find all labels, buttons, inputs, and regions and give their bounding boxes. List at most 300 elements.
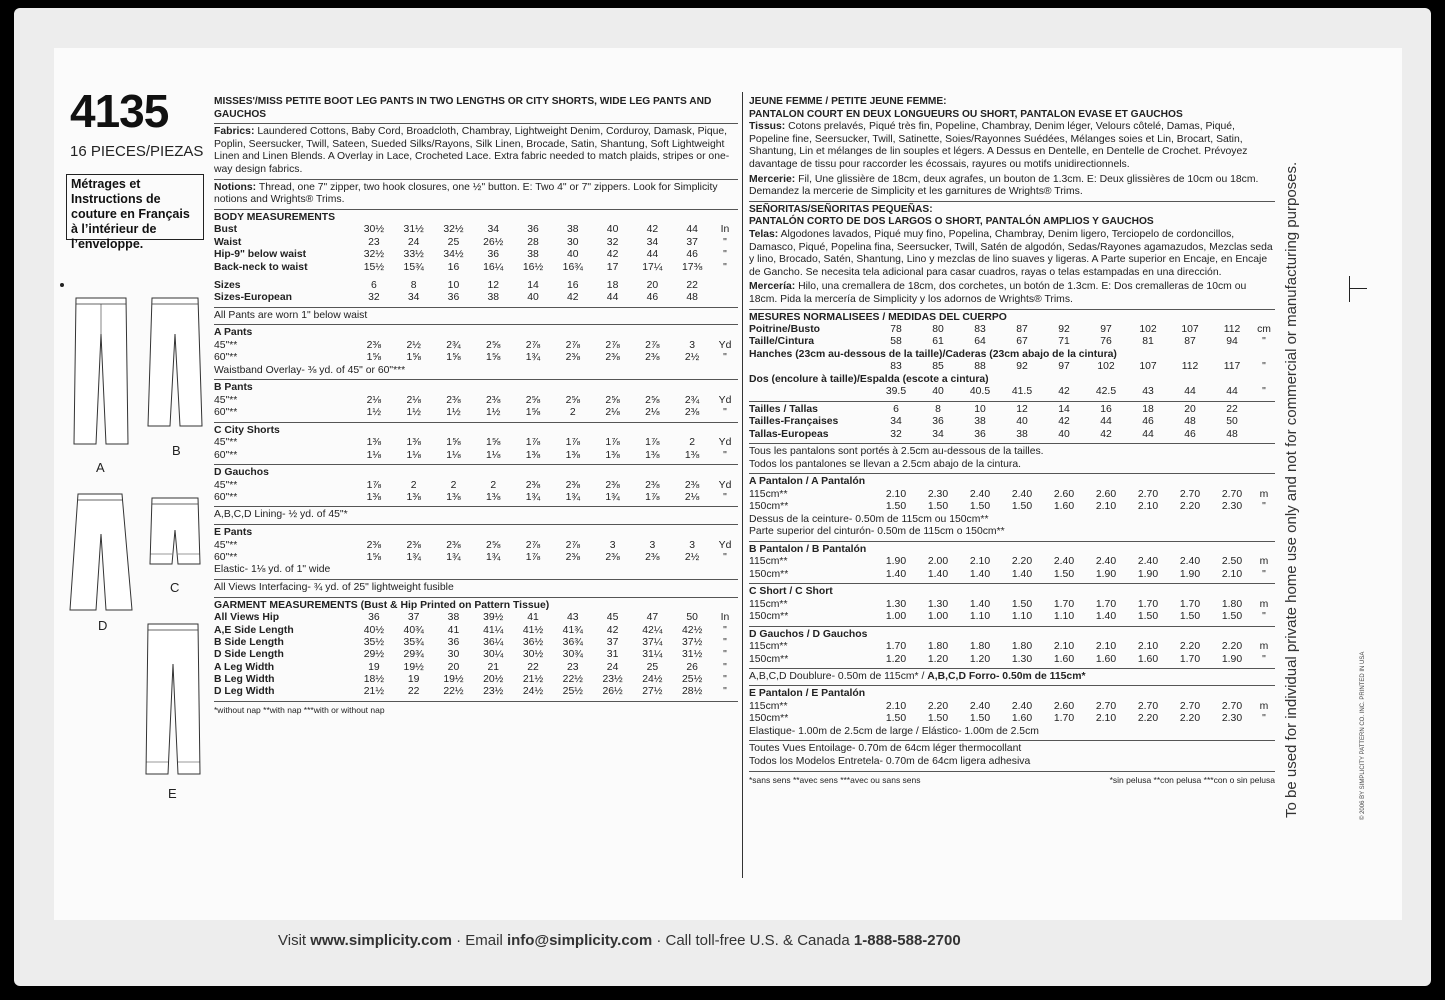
table-cell: 42	[646, 224, 659, 236]
table-cell: 1.60	[1011, 713, 1033, 725]
table-cell: 1.10	[1011, 611, 1033, 623]
table-row	[214, 625, 738, 637]
table-row	[214, 612, 738, 624]
table-cell: 42	[1058, 386, 1070, 398]
table-cell: 39½	[483, 612, 504, 624]
table-cell: 2.50	[1221, 556, 1243, 568]
row-unit: "	[723, 261, 727, 273]
table-cell: 30½	[363, 224, 384, 236]
table-cell: 1.10	[969, 611, 991, 623]
row-label: Sizes	[214, 279, 241, 291]
table-row	[749, 713, 1275, 725]
view-e-sketch	[140, 620, 206, 780]
table-cell: 42¼	[642, 624, 663, 636]
table-cell: 102	[1139, 324, 1157, 336]
table-cell: 27½	[642, 686, 663, 698]
table-cell: 2.00	[927, 556, 949, 568]
table-cell: 61	[932, 336, 944, 348]
table-cell: 2.40	[1011, 701, 1033, 713]
registration-mark-bar	[1349, 288, 1367, 289]
table-cell: 38	[974, 416, 986, 428]
table-cell: 25	[646, 661, 659, 673]
row-unit: m	[1259, 641, 1269, 653]
table-cell: 42	[1100, 428, 1112, 440]
hanches-label: Hanches (23cm au-dessous de la taille)/Caderas (23cm abajo de la cintura)	[749, 348, 1117, 360]
table-cell: 14	[527, 279, 539, 291]
row-unit: "	[723, 636, 727, 648]
table-cell: 2.10	[1221, 568, 1243, 580]
table-cell: 2⅞	[565, 539, 581, 551]
table-cell: 1.90	[1179, 568, 1201, 580]
view-c-sketch	[148, 494, 202, 570]
table-cell: 1.40	[885, 568, 907, 580]
table-cell: 1⅞	[645, 437, 660, 449]
table-cell: 2⅝	[486, 339, 501, 351]
row-label: D Leg Width	[214, 686, 275, 698]
row-label: Hip-9" below waist	[214, 249, 307, 261]
table-cell: 21½	[522, 674, 544, 686]
section-title: D Gauchos / D Gauchos	[749, 628, 868, 640]
table-cell: 19½	[403, 661, 424, 673]
view-a-sketch	[70, 294, 132, 450]
table-cell: 36	[447, 292, 460, 304]
table-cell: 2.10	[1095, 641, 1117, 653]
table-cell: 42½	[682, 624, 703, 636]
table-row	[214, 637, 738, 649]
table-cell: 10	[974, 403, 986, 415]
english-column	[214, 96, 738, 716]
table-cell: 2.20	[1137, 713, 1159, 725]
table-cell: 43	[567, 612, 579, 624]
table-cell: 48	[1226, 428, 1238, 440]
table-row	[214, 649, 738, 661]
table-cell: 2.70	[1221, 701, 1243, 713]
table-cell: 20½	[483, 674, 504, 686]
table-row	[749, 556, 1275, 568]
mesures-table	[749, 324, 1275, 349]
table-row	[749, 569, 1275, 581]
table-cell: 1⅝	[446, 437, 461, 449]
table-cell: 20	[447, 661, 460, 673]
table-cell: 1.90	[885, 556, 907, 568]
table-cell: 35¾	[403, 636, 424, 648]
table-cell: 1.10	[1053, 611, 1075, 623]
table-cell: 36½	[522, 636, 544, 648]
table-cell: 1¾	[525, 491, 541, 503]
row-label: 150cm**	[749, 568, 789, 580]
worn-note-fr: Tous les pantalons sont portés à 2.5cm au-dessous de la tailles.	[749, 446, 1044, 458]
row-label: 60"**	[214, 491, 238, 503]
table-cell: 1⅜	[605, 449, 620, 461]
table-cell: 25½	[682, 674, 703, 686]
table-cell: 42	[606, 249, 619, 261]
section-note: Parte superior del cinturón- 0.50m de 115cm o 150cm**	[749, 526, 1005, 538]
table-cell: 2⅝	[645, 394, 660, 406]
row-unit: Yd	[718, 339, 732, 351]
row-label: 150cm**	[749, 713, 789, 725]
table-cell: 44	[606, 292, 619, 304]
table-cell: 1¾	[525, 352, 541, 364]
table-cell: 2⅜	[605, 352, 620, 364]
row-label: Bust	[214, 224, 238, 236]
table-cell: 1.50	[885, 713, 907, 725]
table-cell: 22	[527, 661, 539, 673]
table-cell: 1¾	[605, 491, 620, 503]
table-cell: 2.20	[1179, 641, 1201, 653]
table-cell: 2⅞	[565, 339, 581, 351]
tissus-text: Tissus: Cotons prelavés, Piqué très fin, Popeline, Chambray, Denim léger, Velours côtelé, Damas, Piqué, Popeline fine, Seersucker, Twill, Satinette, Soies/Rayonnes Suédées, Mélanges soies et Lin, Brocart, Satin, Shantung, Lin et mélanges de lin souples et légers. A Dessus en Dentelle, en Dentelle de Crochet. Prévoyez davantage de tissu pour raccorder les écossais, rayures ou motifs unidirectionnels.	[749, 121, 1248, 170]
table-cell: 2.10	[1053, 641, 1075, 653]
table-cell: 2½	[684, 551, 700, 563]
table-cell: 37	[606, 636, 619, 648]
table-cell: 1.20	[969, 653, 991, 665]
table-cell: 1.80	[1221, 598, 1243, 610]
table-cell: 26	[686, 661, 698, 673]
table-cell: 2¾	[684, 394, 700, 406]
row-unit: In	[720, 224, 730, 236]
table-cell: 50	[1226, 416, 1238, 428]
table-row	[749, 404, 1275, 416]
footer-call-label: · Call toll-free U.S. & Canada	[652, 932, 854, 949]
table-cell: 2⅜	[486, 394, 501, 406]
piece-count: 16 PIECES/PIEZAS	[70, 143, 204, 160]
table-cell: 40	[1058, 428, 1070, 440]
table-cell: 1⅝	[486, 437, 501, 449]
table-cell: 1¾	[486, 551, 501, 563]
table-cell: 22	[1226, 403, 1238, 415]
table-cell: 1⅝	[525, 407, 541, 419]
table-cell: 1.50	[1179, 611, 1201, 623]
row-label: 115cm**	[749, 641, 788, 653]
table-cell: 2.70	[1137, 701, 1159, 713]
table-row	[214, 437, 738, 449]
table-cell: 41¼	[483, 624, 504, 636]
table-cell: 1.70	[1137, 598, 1159, 610]
table-row	[749, 429, 1275, 441]
row-label: 150cm**	[749, 653, 789, 665]
row-label: Tallas-Europeas	[749, 428, 829, 440]
table-cell: 37	[686, 236, 698, 248]
table-cell: 58	[890, 336, 902, 348]
table-cell: 36	[368, 612, 380, 624]
table-cell: 1.80	[927, 641, 949, 653]
row-unit: Yd	[718, 394, 732, 406]
table-cell: 3	[649, 539, 656, 551]
section-note: Elastic- 1⅛ yd. of 1" wide	[214, 564, 331, 576]
table-cell: 2⅜	[645, 551, 660, 563]
email-link[interactable]: info@simplicity.com	[506, 932, 653, 949]
table-cell: 34	[646, 236, 659, 248]
table-cell: 40	[606, 224, 619, 236]
table-cell: 42	[606, 624, 619, 636]
table-cell: 2⅜	[684, 407, 700, 419]
table-cell: 2.70	[1095, 701, 1117, 713]
table-cell: 1¾	[446, 551, 461, 563]
table-row	[214, 352, 738, 364]
table-cell: 2	[569, 407, 576, 419]
table-cell: 2.20	[927, 701, 949, 713]
telas-text: Telas: Algodones lavados, Piqué muy fino, Popelina, Chambray, Denim ligero, Terciopelo de cordoncillos, Damasco, Piqué, Popelina fina, Seersucker, Twill, Satén de algodón, Sedas/Rayones agamazudos, Mezclas seda y lino, Brocado, Satén, Shantung, Lino y mezclas de lino suaves y ligeras. A Parte superior en Encaje, en Encaje de Gancho. Se necesita tela adicional para casar cuadros, rayas o telas estampadas en una dirección.	[749, 228, 1273, 278]
dot-mark	[60, 283, 64, 287]
table-cell: 34	[407, 292, 420, 304]
table-cell: 6	[893, 403, 899, 415]
table-cell: 1.50	[1137, 611, 1159, 623]
table-cell: 30	[447, 649, 460, 661]
view-b-sketch	[146, 294, 206, 432]
french-footnote: *sans sens **avec sens ***avec ou sans sens	[749, 774, 921, 785]
table-row	[214, 292, 738, 304]
entretela-text: Todos los Modelos Entretela- 0.70m de 64cm ligera adhesiva	[749, 756, 1031, 768]
table-cell: 21	[487, 661, 500, 673]
footer-visit: Visit	[278, 932, 311, 949]
table-cell: 30¾	[562, 649, 583, 661]
table-cell: 2.70	[1137, 488, 1159, 500]
table-cell: 1.60	[1095, 653, 1117, 665]
row-unit: "	[723, 686, 727, 698]
table-cell: 38	[447, 612, 460, 624]
table-cell: 1¾	[565, 491, 581, 503]
table-cell: 1⅛	[486, 449, 501, 461]
english-footnote: *without nap **with nap ***with or without nap	[214, 704, 385, 715]
table-cell: 35½	[363, 636, 384, 648]
table-cell: 2½	[406, 339, 421, 351]
table-cell: 43	[1142, 386, 1154, 398]
table-cell: 32½	[363, 249, 384, 261]
table-cell: 34	[890, 416, 902, 428]
worn-note-sp: Todos los pantalones se llevan a 2.5cm abajo de la cintura.	[749, 458, 1022, 470]
table-cell: 2.10	[1095, 713, 1117, 725]
table-cell: 1⅛	[366, 449, 382, 461]
row-label: Tailles / Tallas	[749, 403, 818, 415]
table-cell: 8	[935, 403, 941, 415]
english-title: MISSES'/MISS PETITE BOOT LEG PANTS IN TWO LENGTHS OR CITY SHORTS, WIDE LEG PANTS AND GAUCHOS	[214, 96, 712, 120]
row-unit: Yd	[718, 437, 732, 449]
table-cell: 1.60	[1137, 653, 1159, 665]
registration-mark	[1349, 276, 1350, 302]
table-row	[749, 416, 1275, 428]
row-label: 45"**	[214, 437, 238, 449]
table-cell: 15½	[363, 261, 384, 273]
table-cell: 2⅜	[645, 479, 660, 491]
table-cell: 48	[1184, 416, 1196, 428]
row-label: Back-neck to waist	[214, 261, 308, 273]
table-cell: 1.50	[927, 713, 949, 725]
table-cell: 1.90	[1095, 568, 1117, 580]
table-cell: 2⅜	[525, 479, 541, 491]
tailles-table	[749, 404, 1275, 441]
row-label: 60"**	[214, 551, 238, 563]
table-cell: 2.30	[1221, 713, 1243, 725]
french-title-2: PANTALON COURT EN DEUX LONGUEURS OU SHORT, PANTALON EVASE ET GAUCHOS	[749, 108, 1183, 120]
table-cell: 36¾	[562, 636, 583, 648]
table-row	[214, 340, 738, 352]
table-cell: 20	[646, 279, 659, 291]
table-cell: 1.20	[927, 653, 949, 665]
table-cell: 2.30	[927, 488, 949, 500]
body-measurements-header: BODY MEASUREMENTS	[214, 211, 336, 223]
table-cell: 2.10	[1095, 501, 1117, 513]
table-cell: 39.5	[885, 386, 907, 398]
table-cell: 2⅝	[486, 539, 501, 551]
spanish-title-1: SEÑORITAS/SEÑORITAS PEQUEÑAS:	[749, 203, 933, 215]
table-cell: 1⅜	[366, 437, 382, 449]
table-cell: 26½	[602, 686, 623, 698]
table-cell: 45	[606, 612, 619, 624]
table-cell: 2	[450, 479, 457, 491]
table-cell: 107	[1181, 324, 1199, 336]
table-cell: 40	[1016, 416, 1028, 428]
table-row	[214, 450, 738, 462]
table-cell: 46	[1184, 428, 1196, 440]
table-cell: 1.70	[1179, 653, 1201, 665]
table-cell: 1⅜	[684, 449, 700, 461]
table-cell: 22	[686, 279, 698, 291]
table-cell: 30	[567, 236, 579, 248]
table-row	[749, 336, 1275, 348]
row-unit: m	[1259, 598, 1269, 610]
row-unit: m	[1259, 556, 1269, 568]
table-cell: 10	[447, 279, 460, 291]
table-cell: 12	[1016, 403, 1028, 415]
table-cell: 41½	[522, 624, 544, 636]
table-cell: 16½	[522, 261, 544, 273]
table-cell: 2.20	[1179, 713, 1201, 725]
hanches-values	[749, 361, 1275, 373]
table-cell: 2⅛	[684, 491, 700, 503]
table-cell: 3	[609, 539, 616, 551]
table-row	[214, 237, 738, 249]
table-cell: 40¾	[403, 624, 424, 636]
table-cell: 2.10	[1137, 501, 1159, 513]
row-unit: cm	[1257, 324, 1271, 336]
row-unit: "	[723, 491, 727, 503]
view-c-label: C	[170, 580, 180, 595]
table-cell: 2⅜	[605, 479, 620, 491]
row-unit: "	[1262, 568, 1266, 580]
table-cell: 1⅞	[605, 437, 620, 449]
table-cell: 23	[567, 661, 579, 673]
table-cell: 14	[1058, 403, 1070, 415]
row-unit: "	[723, 236, 727, 248]
row-label: All Views Hip	[214, 612, 280, 624]
table-cell: 1.40	[927, 568, 949, 580]
table-cell: 3	[689, 539, 696, 551]
table-cell: 1.50	[927, 501, 949, 513]
table-cell: 1½	[366, 407, 382, 419]
row-label: Taille/Cintura	[749, 336, 815, 348]
row-label: D Side Length	[214, 649, 284, 661]
section-title: C City Shorts	[214, 424, 280, 436]
table-cell: 1.30	[927, 598, 949, 610]
row-unit: "	[723, 551, 727, 563]
table-cell: 71	[1058, 336, 1070, 348]
row-label: 60"**	[214, 407, 238, 419]
table-cell: 32	[368, 292, 380, 304]
table-cell: 23½	[483, 686, 504, 698]
table-row	[749, 324, 1275, 336]
sizes-table	[214, 280, 738, 305]
table-cell: 23	[368, 236, 380, 248]
row-label: B Leg Width	[214, 674, 275, 686]
table-row	[214, 262, 738, 274]
table-cell: 29¾	[403, 649, 424, 661]
table-cell: 15¾	[403, 261, 424, 273]
table-cell: 1.40	[1095, 611, 1117, 623]
section-title: A Pants	[214, 327, 253, 339]
table-cell: 31¼	[642, 649, 663, 661]
table-cell: 1.40	[969, 598, 991, 610]
worn-note: All Pants are worn 1" below waist	[214, 309, 368, 321]
table-cell: 23½	[602, 674, 623, 686]
table-cell: 42	[567, 292, 579, 304]
table-row	[749, 654, 1275, 666]
table-cell: 76	[1100, 336, 1112, 348]
body-measurements-table	[214, 224, 738, 274]
table-cell: 50	[686, 612, 698, 624]
table-cell: 30¼	[483, 649, 504, 661]
row-unit: "	[723, 449, 727, 461]
table-cell: 2.60	[1053, 701, 1075, 713]
table-cell: 83	[974, 324, 986, 336]
website-link[interactable]: www.simplicity.com	[310, 932, 452, 949]
table-cell: 64	[974, 336, 986, 348]
section-note: Waistband Overlay- ⅜ yd. of 45" or 60"***	[214, 364, 406, 376]
fabrics-text: Fabrics: Laundered Cottons, Baby Cord, Broadcloth, Chambray, Lightweight Denim, Corduroy, Damask, Pique, Poplin, Seersucker, Twill, Sateen, Sueded Silks/Rayons, Silk Linen, Brocade, Satin, Shantung, Soft Lightweight Linen and Linen Blends. A Overlay in Lace, Crocheted Lace. Extra fabric needed to match plaids, stripes or one-way design fabrics.	[214, 126, 730, 175]
row-unit: Yd	[718, 479, 732, 491]
table-cell: 41.5	[1011, 386, 1033, 398]
table-cell: 8	[410, 279, 417, 291]
table-cell: 18½	[363, 674, 384, 686]
table-cell: 1⅜	[525, 449, 541, 461]
table-cell: 31	[606, 649, 619, 661]
table-cell: 1.50	[1011, 598, 1033, 610]
table-cell: 19	[407, 674, 420, 686]
table-cell: 1⅞	[645, 491, 660, 503]
table-row	[214, 480, 738, 492]
table-cell: 2.60	[1095, 488, 1117, 500]
row-label: 150cm**	[749, 501, 789, 513]
row-unit: m	[1259, 488, 1269, 500]
table-cell: 2.20	[1011, 556, 1033, 568]
table-cell: 117	[1223, 361, 1241, 373]
table-cell: 1⅝	[486, 352, 501, 364]
table-cell: 1.00	[885, 611, 907, 623]
table-cell: 94	[1226, 336, 1238, 348]
table-cell: 2⅜	[366, 339, 382, 351]
table-cell: 18	[1142, 403, 1154, 415]
table-cell: 46	[646, 292, 659, 304]
table-cell: 2.20	[1221, 641, 1243, 653]
view-d-label: D	[98, 618, 108, 633]
e-pantalon-section	[749, 688, 1275, 738]
table-cell: 102	[1097, 361, 1115, 373]
row-label: 115cm**	[749, 701, 788, 713]
table-cell: 1⅞	[525, 437, 541, 449]
doublure-text: A,B,C,D Doublure- 0.50m de 115cm* / A,B,C,D Forro- 0.50m de 115cm*	[749, 670, 1086, 682]
table-cell: 1.70	[1053, 598, 1075, 610]
table-cell: 30½	[522, 649, 544, 661]
phone-number: 1-888-588-2700	[853, 932, 961, 949]
table-cell: 2⅞	[605, 339, 620, 351]
table-cell: 1.70	[1095, 598, 1117, 610]
table-cell: 34½	[443, 249, 464, 261]
table-cell: 1.50	[1221, 611, 1243, 623]
table-cell: 2.40	[1095, 556, 1117, 568]
footer-email-label: · Email	[451, 932, 507, 949]
table-cell: 46	[1142, 416, 1154, 428]
table-cell: 40	[567, 249, 579, 261]
table-cell: 3	[689, 339, 696, 351]
